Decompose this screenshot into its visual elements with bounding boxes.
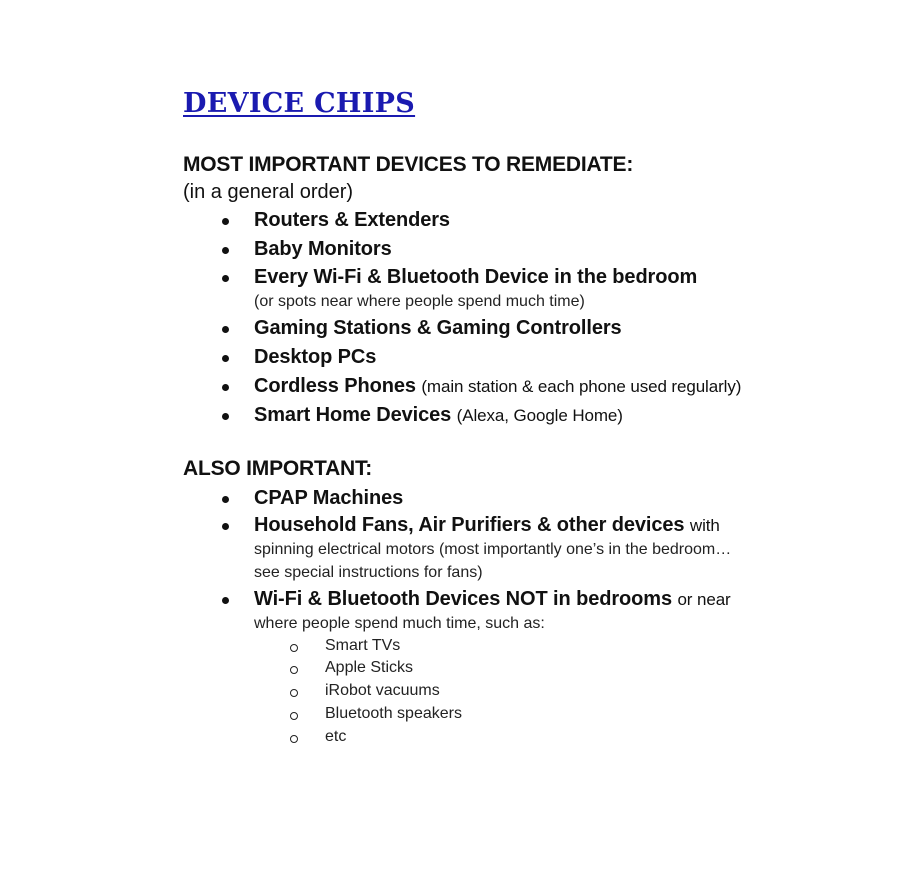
bullet-icon: [222, 496, 229, 503]
sublist-label: iRobot vacuums: [325, 682, 440, 699]
sublist-label: Smart TVs: [325, 637, 401, 654]
sublist-label: etc: [325, 728, 347, 745]
item-label: Cordless Phones: [254, 375, 416, 397]
item-label: Wi-Fi & Bluetooth Devices NOT in bedrooms: [254, 588, 672, 610]
page-title: DEVICE CHIPS: [183, 88, 416, 119]
bullet-icon: [222, 247, 229, 254]
item-label: CPAP Machines: [254, 487, 404, 509]
sublist-label: Apple Sticks: [325, 659, 414, 676]
bullet-icon: [222, 597, 229, 604]
item-label: Routers & Extenders: [254, 209, 450, 231]
item-label: Household Fans, Air Purifiers & other devices: [254, 514, 685, 536]
bullet-icon: [222, 275, 229, 282]
bullet-icon: [222, 384, 229, 391]
item-subtext: see special instructions for fans): [254, 564, 483, 581]
item-subtext: (or spots near where people spend much time): [254, 293, 585, 310]
bullet-icon: [222, 413, 229, 420]
bullet-icon: [222, 523, 229, 530]
bullet-icon: [222, 355, 229, 362]
item-note: (Alexa, Google Home): [456, 406, 623, 425]
bullet-icon: [222, 218, 229, 225]
order-note: (in a general order): [183, 181, 354, 203]
hollow-bullet-icon: [290, 712, 298, 720]
hollow-bullet-icon: [290, 666, 298, 674]
hollow-bullet-icon: [290, 644, 298, 652]
item-label: Baby Monitors: [254, 238, 392, 260]
item-label: Smart Home Devices: [254, 404, 452, 426]
item-note: or near: [677, 590, 731, 609]
item-label: Desktop PCs: [254, 346, 377, 368]
item-label: Every Wi-Fi & Bluetooth Device in the bedroom: [254, 266, 698, 288]
sublist-label: Bluetooth speakers: [325, 705, 462, 722]
item-subtext: spinning electrical motors (most importantly one’s in the bedroom…: [254, 541, 732, 558]
hollow-bullet-icon: [290, 735, 298, 743]
item-subtext: where people spend much time, such as:: [254, 615, 545, 632]
item-note: (main station & each phone used regularly): [421, 377, 742, 396]
section-heading-most-important: MOST IMPORTANT DEVICES TO REMEDIATE:: [183, 153, 634, 176]
section-heading-also-important: ALSO IMPORTANT:: [183, 457, 373, 480]
item-note: with: [689, 516, 720, 535]
item-label: Gaming Stations & Gaming Controllers: [254, 317, 622, 339]
hollow-bullet-icon: [290, 689, 298, 697]
bullet-icon: [222, 326, 229, 333]
